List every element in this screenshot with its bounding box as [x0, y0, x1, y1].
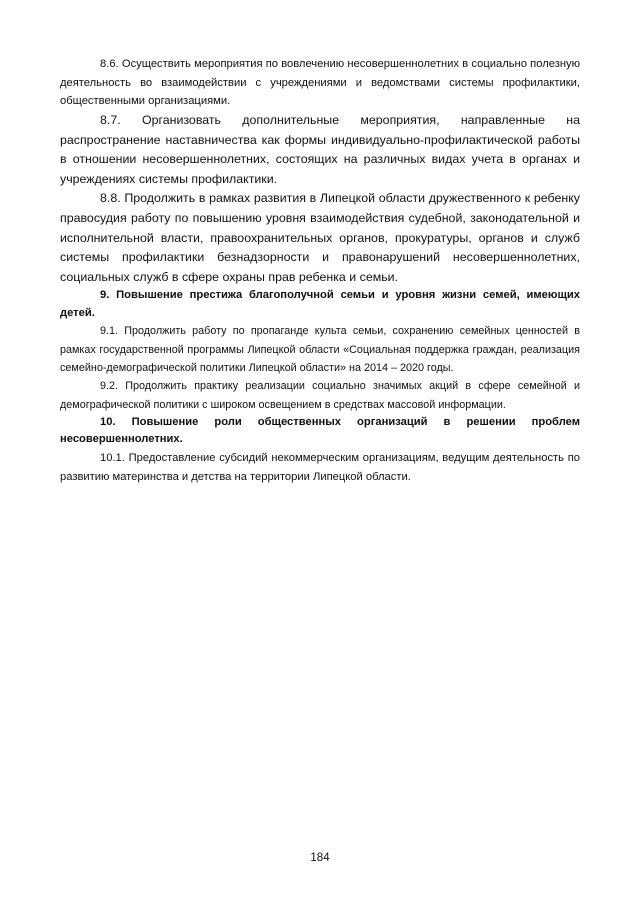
- section-heading-9: 9. Повышение престижа благополучной семьи и уровня жизни семей, имеющих детей.: [60, 289, 580, 319]
- paragraph-10-1: 10.1. Предоставление субсидий некоммерческим организациям, ведущим деятельность по развитию материнства и детства на территории Липецкой области.: [60, 451, 580, 483]
- paragraph-8-8: 8.8. Продолжить в рамках развития в Липецкой области дружественного к ребенку правосудия работу по повышению уровня взаимодействия судебной, законодательной и исполнительной власти, правоохранительных органов, прокуратуры, органов и служб системы профилактики безнадзорности и правонарушений несовершеннолетних, социальных служб в сфере охраны прав ребенка и семьи.: [60, 191, 580, 284]
- document-body: [60, 55, 580, 486]
- page-number: 184: [310, 852, 330, 864]
- paragraph-8-7: 8.7. Организовать дополнительные мероприятия, направленные на распространение наставничества как формы индивидуально-профилактической работы в отношении несовершеннолетних, состоящих на различных видах учета в органах и учреждениях системы профилактики.: [60, 113, 580, 186]
- section-heading-10: 10. Повышение роли общественных организаций в решении проблем несовершеннолетних.: [60, 415, 580, 446]
- paragraph-9-2: 9.2. Продолжить практику реализации социально значимых акций в сфере семейной и демографической политики с широком освещением в средствах массовой информации.: [60, 380, 580, 411]
- paragraph-9-1: 9.1. Продолжить работу по пропаганде культа семьи, сохранению семейных ценностей в рамках государственной программы Липецкой области «Социальная поддержка граждан, реализация семейно-демографической политики Липецкой области» на 2014 – 2020 годы.: [60, 325, 580, 375]
- paragraph-8-6: 8.6. Осуществить мероприятия по вовлечению несовершеннолетних в социально полезную деятельность во взаимодействии с учреждениями и ведомствами системы профилактики, общественными организациями.: [60, 58, 580, 108]
